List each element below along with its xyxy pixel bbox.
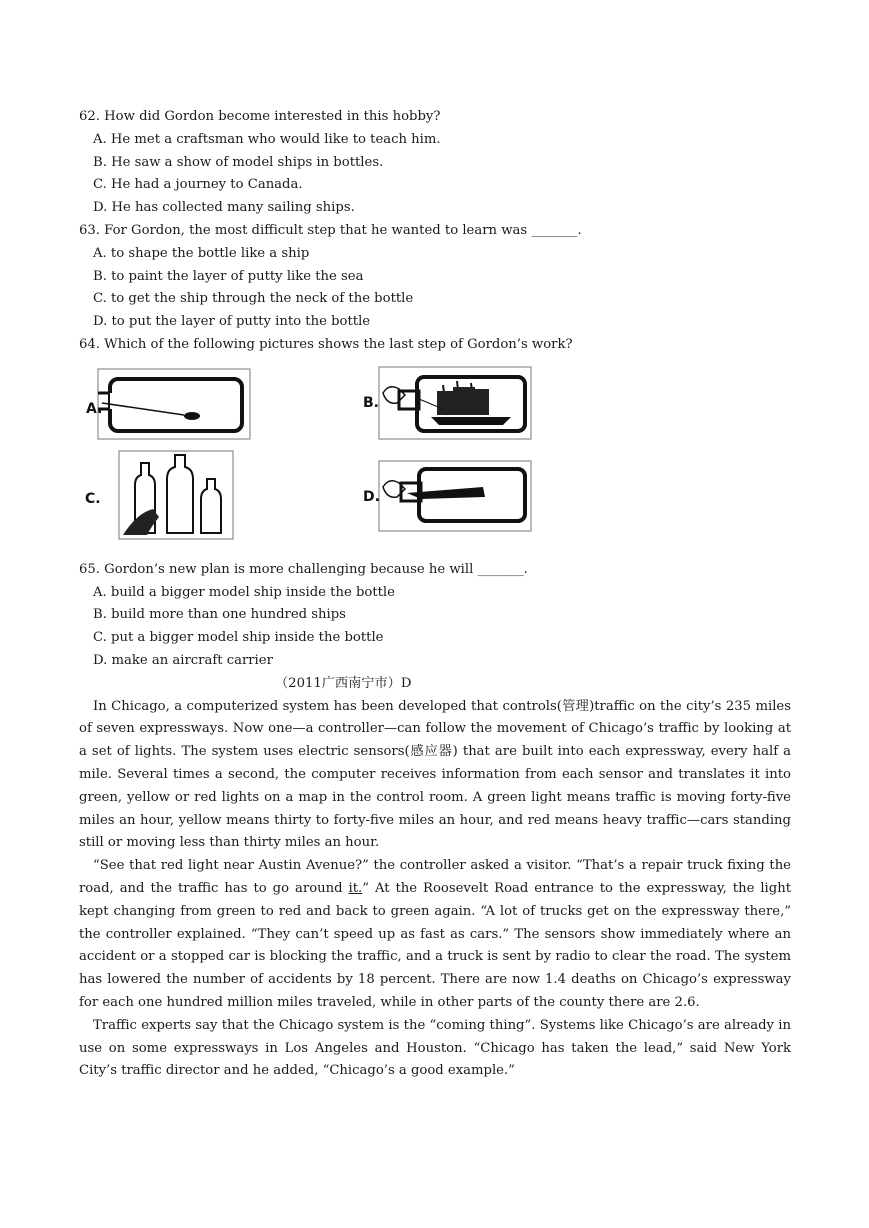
- picture-c-three-bottles: [85, 449, 237, 541]
- q62-option-a: A. He met a craftsman who would like to teach him.: [93, 131, 441, 147]
- picture-d-wand-in-bottle: [361, 459, 533, 533]
- picture-options: [79, 361, 791, 557]
- q63-option-b: B. to paint the layer of putty like the sea: [93, 268, 364, 284]
- q62-option-d: D. He has collected many sailing ships.: [93, 200, 355, 216]
- picture-b-ship-in-bottle: [361, 365, 533, 443]
- question-63-stem: 63. For Gordon, the most difficult step that he wanted to learn was _______.: [79, 222, 582, 238]
- p2-text-before: “See that red light near Austin Avenue?” the controller asked a visitor. “That’s a repair truck fixing the road, and the traffic has to go around: [79, 858, 791, 896]
- q65-option-b: B. build more than one hundred ships: [93, 607, 346, 623]
- p2-text-after: ” At the Roosevelt Road entrance to the expressway, the light kept changing from green to red and back to green again. “A lot of trucks get on the expressway there,” the controller explained. “They can’t speed up as fast as cars.” The sensors show immediately where an accident or a stopped car is blocking the traffic, and a truck is sent by radio to clear the road. The system has lowered the number of accidents by 18 percent. There are now 1.4 deaths on Chicago’s expressway for each one hundred million miles traveled, while in other parts of the county there are 2.6.: [79, 880, 792, 1010]
- picture-d-label: D.: [363, 488, 380, 505]
- q63-option-d: D. to put the layer of putty into the bottle: [93, 314, 371, 330]
- picture-b-label: B.: [363, 394, 379, 411]
- document-page: [79, 106, 791, 1083]
- q63-option-a: A. to shape the bottle like a ship: [93, 245, 310, 261]
- passage-paragraph-1: In Chicago, a computerized system has been developed that controls(管理)traffic on the city’s 235 miles of seven expressways. Now one—a controller—can follow the movement of Chicago’s traffic by looking at a set of lights. The system uses electric sensors(感应器) that are built into each expressway, every half a mile. Several times a second, the computer receives information from each sensor and translates it into green, yellow or red lights on a map in the control room. A green light means traffic is moving forty-five miles an hour, yellow means thirty to forty-five miles an hour, and red means heavy traffic—cars standing still or moving less than thirty miles an hour.: [79, 698, 791, 851]
- passage-paragraph-3: Traffic experts say that the Chicago system is the “coming thing”. Systems like Chicago’s are already in use on some expressways in Los Angeles and Houston. “Chicago has taken the lead,” said New York City’s traffic director and he added, “Chicago’s a good example.”: [79, 1017, 791, 1079]
- q62-option-c: C. He had a journey to Canada.: [93, 177, 303, 193]
- q62-option-b: B. He saw a show of model ships in bottles.: [93, 154, 384, 170]
- question-62-stem: 62. How did Gordon become interested in this hobby?: [79, 109, 441, 124]
- q65-option-a: A. build a bigger model ship inside the bottle: [93, 584, 395, 600]
- picture-a-label: A.: [86, 400, 103, 417]
- p2-underlined-word: it.: [348, 880, 363, 896]
- question-64-stem: 64. Which of the following pictures shows the last step of Gordon’s work?: [79, 336, 573, 352]
- q65-option-c: C. put a bigger model ship inside the bottle: [93, 630, 384, 646]
- picture-a-bottle-spoon: [84, 367, 252, 443]
- picture-c-label: C.: [85, 490, 101, 507]
- question-65-stem: 65. Gordon’s new plan is more challenging because he will _______.: [79, 561, 528, 577]
- q65-option-d: D. make an aircraft carrier: [93, 652, 273, 668]
- passage-paragraph-2: [79, 855, 791, 1015]
- q63-option-c: C. to get the ship through the neck of the bottle: [93, 291, 414, 307]
- passage-source-heading: （2011广西南宁市）D: [275, 675, 412, 691]
